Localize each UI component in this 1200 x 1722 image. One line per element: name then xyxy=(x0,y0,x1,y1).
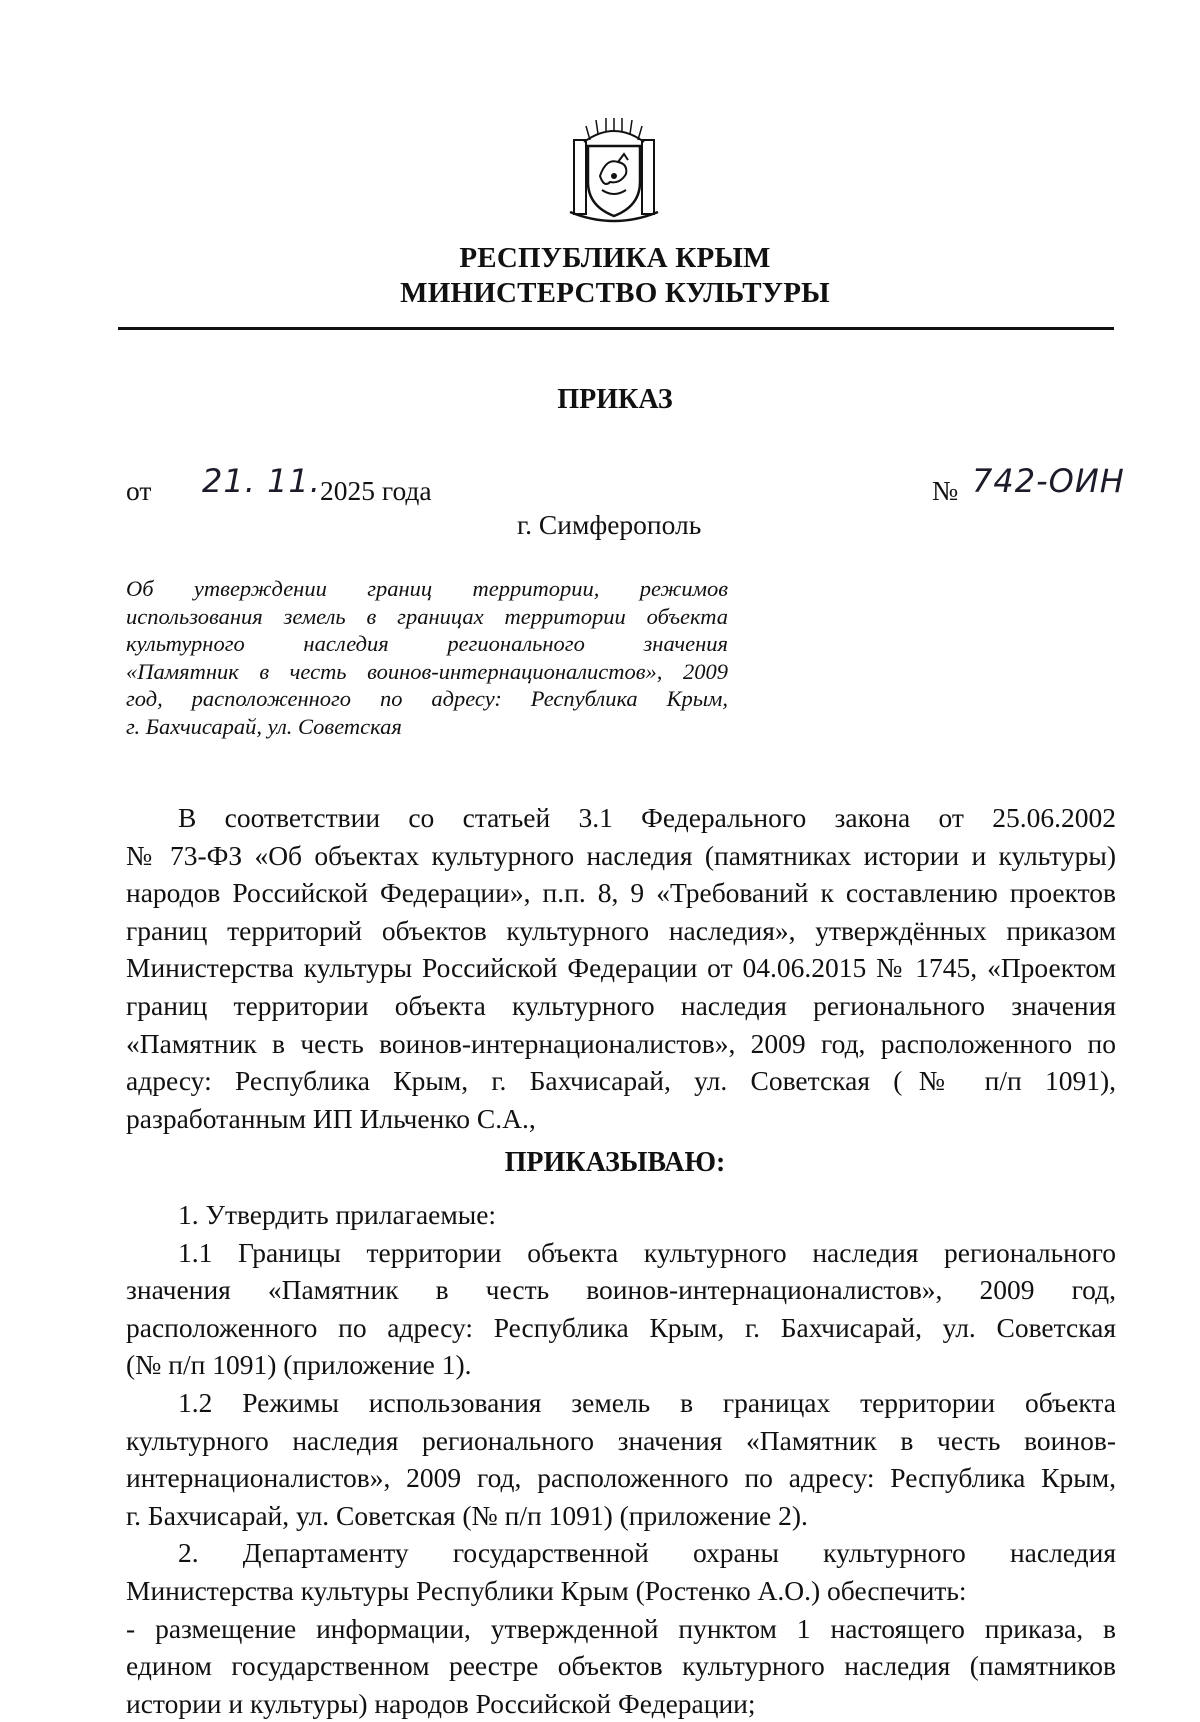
item-1-2-line: культурного наследия регионального значения «Памятник в честь воинов- xyxy=(126,1424,1116,1456)
item-1: 1. Утвердить прилагаемые: xyxy=(178,1199,497,1230)
item-1-1-line: значения «Памятник в честь воинов-интернационалистов», 2009 год, xyxy=(126,1274,1116,1306)
subject-line: г. Бахчисарай, ул. Советская xyxy=(126,713,402,739)
preamble-line: границ территорий объектов культурного наследия», утверждённых приказом xyxy=(126,914,1116,946)
item-1-2-line: интернационалистов», 2009 год, расположенного по адресу: Республика Крым, xyxy=(126,1462,1116,1494)
org-region: РЕСПУБЛИКА КРЫМ xyxy=(459,242,771,274)
item-2-line: Министерства культуры Республики Крым (Ростенко А.О.) обеспечить: xyxy=(126,1574,967,1606)
subject-line: «Памятник в честь воинов-интернационалистов», 2009 xyxy=(126,658,728,684)
item-1-1-line: 1.1 Границы территории объекта культурного наследия регионального xyxy=(178,1236,1116,1268)
date-prefix: от xyxy=(126,475,152,506)
preamble-line: № 73-ФЗ «Об объектах культурного наследия (памятниках истории и культуры) xyxy=(126,839,1116,871)
subject-line: год, расположенного по адресу: Республика Крым, xyxy=(126,686,728,711)
subject-line: культурного наследия регионального значения xyxy=(126,631,728,656)
bullet-line: - размещение информации, утвержденной пунктом 1 настоящего приказа, в xyxy=(126,1612,1116,1644)
date-year: 2025 года xyxy=(320,475,432,506)
crimea-coat-of-arms-icon xyxy=(566,118,662,224)
preamble-line: адресу: Республика Крым, г. Бахчисарай, ул. Советская (№ п/п 1091), xyxy=(126,1065,1116,1097)
order-word: ПРИКАЗЫВАЮ: xyxy=(504,1147,726,1178)
preamble-line: В соответствии со статьей 3.1 Федерального закона от 25.06.2002 xyxy=(178,802,1116,833)
preamble-line: «Памятник в честь воинов-интернационалистов», 2009 год, расположенного по xyxy=(126,1027,1116,1059)
item-1-2-line: 1.2 Режимы использования земель в границах территории объекта xyxy=(178,1386,1116,1418)
bullet-line: едином государственном реестре объектов культурного наследия (памятников xyxy=(126,1650,1116,1682)
city: г. Симферополь xyxy=(517,509,702,540)
org-ministry: МИНИСТЕРСТВО КУЛЬТУРЫ xyxy=(400,277,830,309)
item-1-1-line: расположенного по адресу: Республика Крым, г. Бахчисарай, ул. Советская xyxy=(126,1311,1116,1343)
subject-line: использования земель в границах территории объекта xyxy=(126,603,728,629)
header-rule xyxy=(118,327,1114,330)
number-prefix: № xyxy=(932,475,959,506)
preamble-line: народов Российской Федерации», п.п. 8, 9 «Требований к составлению проектов xyxy=(126,877,1116,909)
item-2-line: 2. Департаменту государственной охраны культурного наследия xyxy=(178,1537,1116,1569)
number-handwritten: 742-ОИН xyxy=(972,462,1125,500)
item-1-2-line: г. Бахчисарай, ул. Советская (№ п/п 1091) (приложение 2). xyxy=(126,1499,808,1531)
preamble-line: Министерства культуры Российской Федерации от 04.06.2015 № 1745, «Проектом xyxy=(126,952,1116,984)
subject-line: Об утверждении границ территории, режимов xyxy=(126,576,728,601)
bullet-line: истории и культуры) народов Российской Федерации; xyxy=(126,1687,756,1719)
preamble-line: разработанным ИП Ильченко С.А., xyxy=(126,1102,536,1134)
doc-title: ПРИКАЗ xyxy=(557,384,673,415)
item-1-1-line: (№ п/п 1091) (приложение 1). xyxy=(126,1349,472,1381)
preamble xyxy=(126,799,1116,1137)
preamble-line: границ территории объекта культурного наследия регионального значения xyxy=(126,989,1116,1021)
order-items xyxy=(126,1196,1116,1722)
subject-block xyxy=(126,575,728,740)
date-handwritten: 21. 11. xyxy=(202,462,321,500)
